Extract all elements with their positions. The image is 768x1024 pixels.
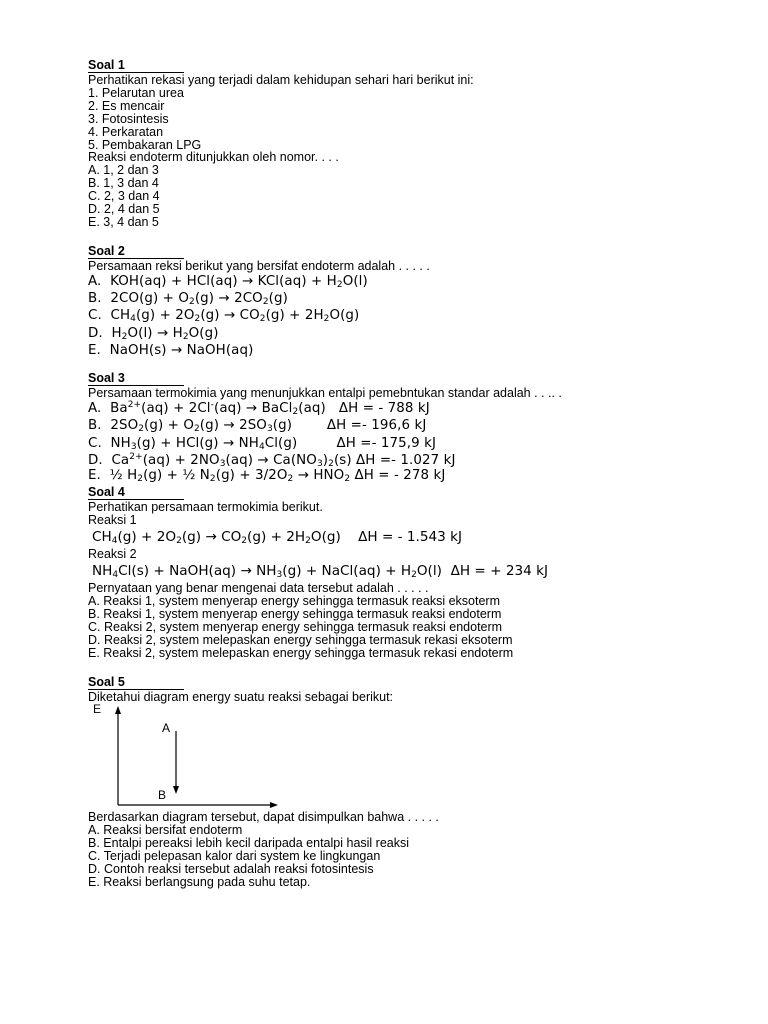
soal-2-option-c: C. $CH_4(g) + 2O_2(g) \to CO_2(g) + 2H_2O(g)$ xyxy=(88,308,360,325)
soal-4-option: B. Reaksi 1, system menyerap energy sehingga termasuk reaksi endoterm xyxy=(88,606,502,621)
soal-1-option: C. 2, 3 dan 4 xyxy=(88,189,160,204)
soal-3-title: Soal 3 xyxy=(88,371,125,386)
soal-1-item: 3. Fotosintesis xyxy=(88,111,169,126)
soal-2-option-b: B. $2CO(g) + O_2(g) \to 2CO_2(g)$ xyxy=(88,291,288,308)
reaction-axis-arrowhead xyxy=(270,802,278,808)
soal-5-option: C. Terjadi pelepasan kalor dari system ke lingkungan xyxy=(88,849,381,864)
soal-1-title: Soal 1 xyxy=(88,58,125,72)
soal-4-title: Soal 4 xyxy=(88,485,125,500)
soal-3-option-e: E. ½ $H_2(g)$ + ½ $N_2(g) + 3/2O_2 \to HNO_2$ ΔH = - 278 kJ xyxy=(88,468,446,485)
soal-4-reaksi-1-label: Reaksi 1 xyxy=(88,513,137,528)
soal-5-prompt: Berdasarkan diagram tersebut, dapat disimpulkan bahwa . . . . . xyxy=(88,810,439,825)
soal-4-reaksi-1-equation: $CH_4(g) + 2O_2(g) \to CO_2(g) + 2H_2O(g)$ ΔH = - 1.543 kJ xyxy=(92,529,463,547)
soal-5 xyxy=(88,673,728,889)
soal-3-question: Persamaan termokimia yang menunjukkan entalpi pemebntukan standar adalah . . .. . xyxy=(88,386,562,401)
soal-1-item: 5. Pembakaran LPG xyxy=(88,137,202,152)
soal-1-prompt: Reaksi endoterm ditunjukkan oleh nomor. . . . xyxy=(88,150,339,165)
energy-diagram-svg xyxy=(88,703,288,811)
soal-4-option: A. Reaksi 1, system menyerap energy sehingga termasuk reaksi eksoterm xyxy=(88,593,500,608)
soal-1-option: A. 1, 2 dan 3 xyxy=(88,163,159,178)
soal-5-option: D. Contoh reaksi tersebut adalah reaksi fotosintesis xyxy=(88,862,374,877)
soal-2-option-e: E. NaOH(s) → NaOH(aq) xyxy=(88,342,254,358)
soal-3-option-a: A. $Ba^{2+}(aq) + 2Cl^-(aq)$ → BaCl$_2$(aq) ΔH = - 788 kJ xyxy=(88,400,430,418)
soal-3-option-d: D. $Ca^{2+}(aq) + 2NO_3(aq) \to Ca(NO_3)_2(s) \Delta H =- 1.027$ kJ xyxy=(88,452,456,470)
soal-3-option-b: B. $2SO_2(g) + O_2(g) \to 2SO_3(g)$ ΔH =- 196,6 kJ xyxy=(88,418,427,435)
energy-axis-arrowhead xyxy=(115,706,121,714)
soal-5-option: A. Reaksi bersifat endoterm xyxy=(88,823,243,838)
soal-2-option-d: D. $H_2O(l) \to H_2O(g)$ xyxy=(88,325,219,342)
soal-4-option: C. Reaksi 2, system menyerap energy sehingga termasuk reaksi endoterm xyxy=(88,619,503,634)
soal-1-option: B. 1, 3 dan 4 xyxy=(88,176,159,191)
energy-diagram xyxy=(88,703,288,811)
soal-1-option: E. 3, 4 dan 5 xyxy=(88,214,159,229)
soal-4-option: D. Reaksi 2, system melepaskan energy sehingga termasuk rekasi eksoterm xyxy=(88,632,513,647)
soal-3-option-c: C. $NH_3(g) + HCl(g) \to NH_4Cl(g)$ ΔH =- 175,9 kJ xyxy=(88,435,436,452)
soal-4 xyxy=(88,483,728,659)
soal-1-item: 2. Es mencair xyxy=(88,98,165,113)
soal-1-option: D. 2, 4 dan 5 xyxy=(88,202,160,217)
axis-label-e: E xyxy=(93,703,102,717)
soal-5-question: Diketahui diagram energy suatu reaksi sebagai berikut: xyxy=(88,689,394,704)
soal-1-item: 1. Pelarutan urea xyxy=(88,85,184,100)
soal-2 xyxy=(88,242,728,359)
soal-4-reaksi-2-equation: $NH_4Cl(s)$ + NaOH(aq) → $NH_3(g)$ + NaCl(aq) + $H_2O(l) \Delta H$ = + 234 kJ xyxy=(92,563,549,581)
soal-4-option: E. Reaksi 2, system melepaskan energy sehingga termasuk rekasi endoterm xyxy=(88,645,514,660)
soal-1 xyxy=(88,56,728,229)
soal-1-question: Perhatikan rekasi yang terjadi dalam kehidupan sehari hari berikut ini: xyxy=(88,73,474,87)
label-b: B xyxy=(158,788,167,803)
soal-1-item: 4. Perkaratan xyxy=(88,124,164,139)
soal-5-title: Soal 5 xyxy=(88,674,125,689)
soal-5-option: E. Reaksi berlangsung pada suhu tetap. xyxy=(88,874,311,889)
label-a: A xyxy=(162,721,171,736)
soal-2-option-a: A. $KOH(aq) + HCl(aq) \to KCl(aq) + H_2O(l)$ xyxy=(88,273,368,290)
soal-4-prompt: Pernyataan yang benar mengenai data tersebut adalah . . . . . xyxy=(88,581,429,596)
soal-2-title: Soal 2 xyxy=(88,243,125,258)
soal-3 xyxy=(88,369,728,483)
energy-change-arrowhead xyxy=(173,786,179,794)
soal-4-question: Perhatikan persamaan termokimia berikut. xyxy=(88,500,323,515)
worksheet xyxy=(88,56,728,889)
soal-5-option: B. Entalpi pereaksi lebih kecil daripada entalpi hasil reaksi xyxy=(88,836,410,851)
soal-2-question: Persamaan reksi berikut yang bersifat endoterm adalah . . . . . xyxy=(88,258,430,273)
soal-4-reaksi-2-label: Reaksi 2 xyxy=(88,547,137,562)
